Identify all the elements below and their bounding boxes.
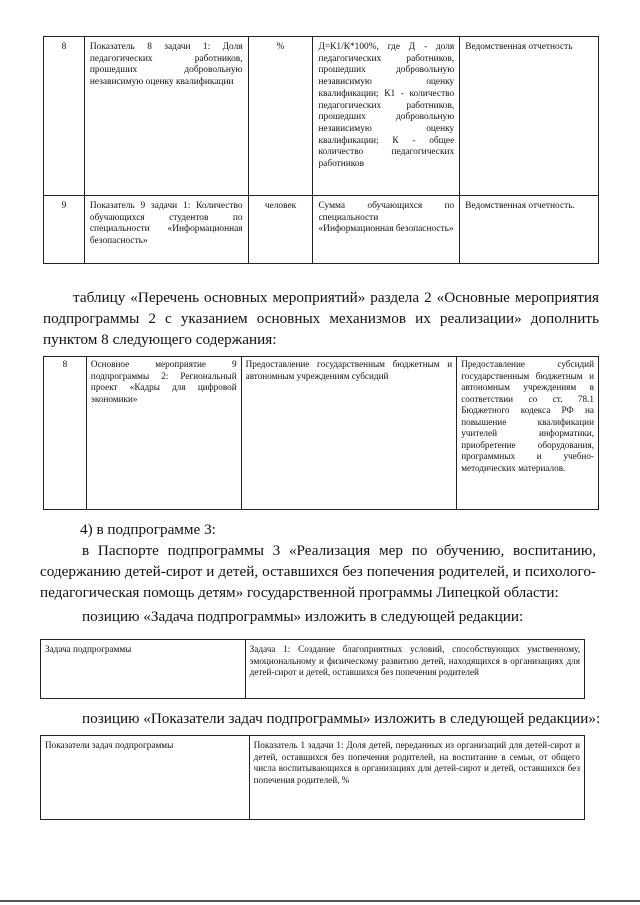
indicators-table: [43, 36, 599, 264]
task-indicators-table: [40, 735, 585, 820]
table-row: [41, 640, 585, 699]
row-number: 8: [44, 37, 85, 196]
mechanism: Предоставление государственным бюджетным и автономным учреждениям субсидий: [241, 357, 457, 510]
data-source: Ведомственная отчетность.: [460, 196, 599, 264]
paragraph-task-position: позицию «Задача подпрограммы» изложить в следующей редакции:: [82, 608, 524, 625]
indicators-label: Показатели задач подпрограммы: [41, 736, 250, 820]
unit: человек: [248, 196, 313, 264]
data-source: Ведомственная отчетность: [460, 37, 599, 196]
paragraph-subprogram-3: 4) в подпрограмме 3:: [80, 521, 216, 538]
main-events-table: [43, 356, 599, 510]
paragraph-main-events: таблицу «Перечень основных мероприятий» раздела 2 «Основные мероприятия подпрограммы 2 с указанием основных механизмов их реализации» дополнить пунктом 8 следующего содержания:: [43, 289, 599, 348]
calculation-method: Д=К1/К*100%, где Д - доля педагогических работников, прошедших добровольную независимую оценку квалификации; К1 - количество педагогических работников, прошедших добровольную независимую оценку квалификации; К - общее количество педагогических работников: [313, 37, 460, 196]
task-value: Задача 1: Создание благоприятных условий, способствующих умственному, эмоциональному и физическому развитию детей, находящихся в организациях для детей-сирот и детей, оставшихся без попечения родителей: [245, 640, 584, 699]
page-bottom-edge: [0, 900, 640, 902]
paragraph-indicators-position: позицию «Показатели задач подпрограммы» изложить в следующей редакции»:: [82, 710, 601, 727]
paragraph-passport: в Паспорте подпрограммы 3 «Реализация мер по обучению, воспитанию, содержанию детей-сирот и детей, оставшихся без попечения родителей, и психолого-педагогическая помощь детям» государственной программы Липецкой области:: [40, 542, 596, 601]
indicators-value: Показатель 1 задачи 1: Доля детей, переданных из организаций для детей-сирот и детей, оставшихся без попечения родителей, на воспитание в семьи, от общего числа воспитывающихся в организациях для детей-сирот и детей, оставшихся без попечения родителей, %: [249, 736, 584, 820]
event-name: Основное мероприятие 9 подпрограммы 2: Региональный проект «Кадры для цифровой экономики»: [86, 357, 241, 510]
row-number: 9: [44, 196, 85, 264]
table-row: [44, 196, 599, 264]
unit: %: [248, 37, 313, 196]
calculation-method: Сумма обучающихся по специальности «Информационная безопасность»: [313, 196, 460, 264]
table-row: [44, 357, 599, 510]
task-table: [40, 639, 585, 699]
table-row: [41, 736, 585, 820]
indicator-name: Показатель 8 задачи 1: Доля педагогических работников, прошедших добровольную независимую оценку квалификации: [84, 37, 248, 196]
table-row: [44, 37, 599, 196]
indicator-name: Показатель 9 задачи 1: Количество обучающихся студентов по специальности «Информационная безопасность»: [84, 196, 248, 264]
task-label: Задача подпрограммы: [41, 640, 246, 699]
event-description: Предоставление субсидий государственным бюджетным и автономным учреждениям в соответствии со ст. 78.1 Бюджетного кодекса РФ на повышение квалификации учителей информатики, приобретение оборудования, программных и учебно-методических материалов.: [457, 357, 599, 510]
row-number: 8: [44, 357, 87, 510]
